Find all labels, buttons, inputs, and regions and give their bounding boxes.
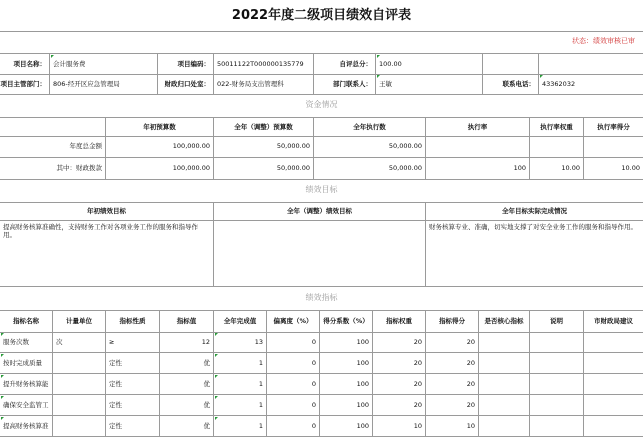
goals-adjusted-text [214, 220, 426, 286]
goals-actual-text: 财务核算专业、准确，切实地支撑了对安全业务工作的服务和指导作用。 [429, 223, 637, 231]
ind-cell-name: 服务次数 [0, 332, 53, 352]
info-blank-1 [483, 54, 539, 74]
page-title: 2022年度二级项目绩效自评表 [0, 0, 643, 32]
ind-header-core: 是否核心指标 [479, 311, 530, 332]
funds-row-budget: 100,000.00 [106, 158, 214, 179]
funds-row-2 [0, 158, 643, 180]
ind-cell-nature: 定性 [106, 374, 160, 394]
ind-cell-name: 提升财务核算能 [0, 374, 53, 394]
ind-cell-score: 20 [426, 395, 479, 415]
ind-cell-weight: 10 [373, 416, 426, 436]
goals-initial-text: 提高财务核算准确性，支持财务工作对各项业务工作的服务和指导作用。 [0, 220, 214, 286]
funds-row-score: 10.00 [621, 164, 640, 173]
funds-header-weight: 执行率权重 [530, 118, 584, 136]
project-code-label: 项目编码： [158, 54, 214, 74]
ind-cell-score: 20 [426, 374, 479, 394]
office-label: 财政归口处室： [158, 74, 214, 94]
score-label: 自评总分： [314, 54, 376, 74]
info-row-1 [0, 53, 643, 75]
goals-header-actual: 全年目标实际完成情况 [502, 207, 567, 216]
ind-header-nature: 指标性质 [106, 311, 160, 332]
info-row-2 [0, 74, 643, 95]
ind-cell-done: 1 [214, 374, 267, 394]
indicator-row [0, 395, 643, 416]
ind-cell-name: 按时完成质量 [0, 353, 53, 373]
ind-cell-deviation: 0 [267, 395, 320, 415]
ind-cell-advice [584, 332, 643, 352]
funds-row-adjusted: 50,000.00 [214, 158, 314, 179]
indicator-row [0, 374, 643, 395]
ind-cell-advice [584, 353, 643, 373]
ind-cell-unit [53, 416, 106, 436]
goals-content-row [0, 220, 643, 287]
ind-cell-score: 20 [426, 332, 479, 352]
ind-header-name: 指标名称 [0, 311, 53, 332]
goals-header-initial: 年初绩效目标 [0, 203, 214, 220]
funds-row-rate: 100 [426, 158, 530, 179]
ind-header-advice: 市财政局建议 [594, 317, 633, 326]
funds-row-executed: 50,000.00 [314, 158, 426, 179]
ind-header-score: 指标得分 [426, 311, 479, 332]
funds-row-rate [426, 136, 530, 157]
ind-cell-coef: 100 [320, 374, 373, 394]
ind-cell-value: 优 [160, 374, 214, 394]
ind-header-coef: 得分系数（%） [320, 311, 373, 332]
ind-cell-advice [584, 374, 643, 394]
ind-cell-unit [53, 353, 106, 373]
ind-header-value: 指标值 [160, 311, 214, 332]
ind-cell-note [530, 374, 584, 394]
contact-value: 王敏 [376, 74, 483, 94]
funds-row-score [584, 136, 643, 157]
funds-row-label: 年度总金额 [0, 136, 106, 157]
funds-row-executed: 50,000.00 [314, 136, 426, 157]
funds-row-weight: 10.00 [530, 158, 584, 179]
ind-cell-done: 1 [214, 416, 267, 436]
ind-cell-value: 优 [160, 353, 214, 373]
funds-header-blank [0, 118, 106, 136]
funds-header-rate: 执行率 [426, 118, 530, 136]
ind-cell-done: 13 [214, 332, 267, 352]
indicators-header-row [0, 310, 643, 333]
project-name-value: 会计服务费 [50, 54, 158, 74]
ind-cell-deviation: 0 [267, 374, 320, 394]
ind-cell-nature: 定性 [106, 416, 160, 436]
ind-cell-unit: 次 [53, 332, 106, 352]
ind-cell-coef: 100 [320, 416, 373, 436]
ind-header-weight: 指标权重 [373, 311, 426, 332]
ind-cell-name: 确保安全监管工 [0, 395, 53, 415]
indicator-row [0, 353, 643, 374]
ind-cell-coef: 100 [320, 353, 373, 373]
ind-header-deviation: 偏离度（%） [267, 311, 320, 332]
phone-value: 43362032 [539, 74, 643, 94]
ind-cell-weight: 20 [373, 374, 426, 394]
ind-cell-nature: 定性 [106, 353, 160, 373]
ind-cell-note [530, 332, 584, 352]
ind-cell-value: 12 [160, 332, 214, 352]
ind-cell-coef: 100 [320, 332, 373, 352]
project-code-value: 50011122T000000135779 [214, 54, 314, 74]
ind-cell-done: 1 [214, 353, 267, 373]
ind-cell-value: 优 [160, 395, 214, 415]
ind-cell-nature: 定性 [106, 395, 160, 415]
funds-header-budget: 年初预算数 [106, 118, 214, 136]
ind-cell-weight: 20 [373, 353, 426, 373]
ind-header-unit: 计量单位 [53, 311, 106, 332]
ind-cell-done: 1 [214, 395, 267, 415]
goals-section-title: 绩效目标 [305, 185, 338, 194]
score-value: 100.00 [376, 54, 483, 74]
ind-cell-name: 提高财务核算准 [0, 416, 53, 436]
funds-row-budget: 100,000.00 [106, 136, 214, 157]
indicators-section-title: 绩效指标 [305, 293, 338, 302]
project-name-label: 项目名称： [0, 54, 50, 74]
goals-header-adjusted: 全年（调整）绩效目标 [214, 203, 426, 220]
ind-cell-score: 10 [426, 416, 479, 436]
funds-row-adjusted: 50,000.00 [214, 136, 314, 157]
ind-cell-unit [53, 395, 106, 415]
ind-cell-core [479, 416, 530, 436]
ind-header-done: 全年完成值 [214, 311, 267, 332]
ind-header-note: 说明 [530, 311, 584, 332]
goals-header-row [0, 202, 643, 221]
ind-cell-deviation: 0 [267, 416, 320, 436]
ind-cell-advice [584, 395, 643, 415]
dept-value: 806-经开区应急管理局 [50, 74, 158, 94]
indicator-row [0, 416, 643, 437]
ind-cell-advice [584, 416, 643, 436]
info-blank-2 [539, 54, 643, 74]
funds-header-executed: 全年执行数 [314, 118, 426, 136]
ind-cell-core [479, 374, 530, 394]
phone-label: 联系电话： [483, 74, 539, 94]
funds-header-score: 执行率得分 [597, 122, 630, 131]
funds-section-title: 资金情况 [305, 100, 338, 109]
ind-cell-unit [53, 374, 106, 394]
ind-cell-note [530, 395, 584, 415]
ind-cell-note [530, 353, 584, 373]
ind-cell-deviation: 0 [267, 332, 320, 352]
ind-cell-core [479, 332, 530, 352]
funds-row-1 [0, 136, 643, 158]
ind-cell-weight: 20 [373, 395, 426, 415]
status-badge: 状态：绩效审核已审 [572, 37, 635, 45]
ind-cell-score: 20 [426, 353, 479, 373]
funds-header-row [0, 117, 643, 137]
ind-cell-nature: ≥ [106, 332, 160, 352]
office-value: 022-财务局支出管理科 [214, 74, 314, 94]
funds-header-adjusted: 全年（调整）预算数 [214, 118, 314, 136]
funds-row-weight [530, 136, 584, 157]
indicator-row [0, 332, 643, 353]
ind-cell-value: 优 [160, 416, 214, 436]
ind-cell-note [530, 416, 584, 436]
ind-cell-deviation: 0 [267, 353, 320, 373]
contact-label: 部门联系人： [314, 74, 376, 94]
ind-cell-coef: 100 [320, 395, 373, 415]
ind-cell-core [479, 353, 530, 373]
funds-row-label: 其中：财政拨款 [0, 158, 106, 179]
dept-label: 项目主管部门： [0, 74, 50, 94]
ind-cell-core [479, 395, 530, 415]
ind-cell-weight: 20 [373, 332, 426, 352]
